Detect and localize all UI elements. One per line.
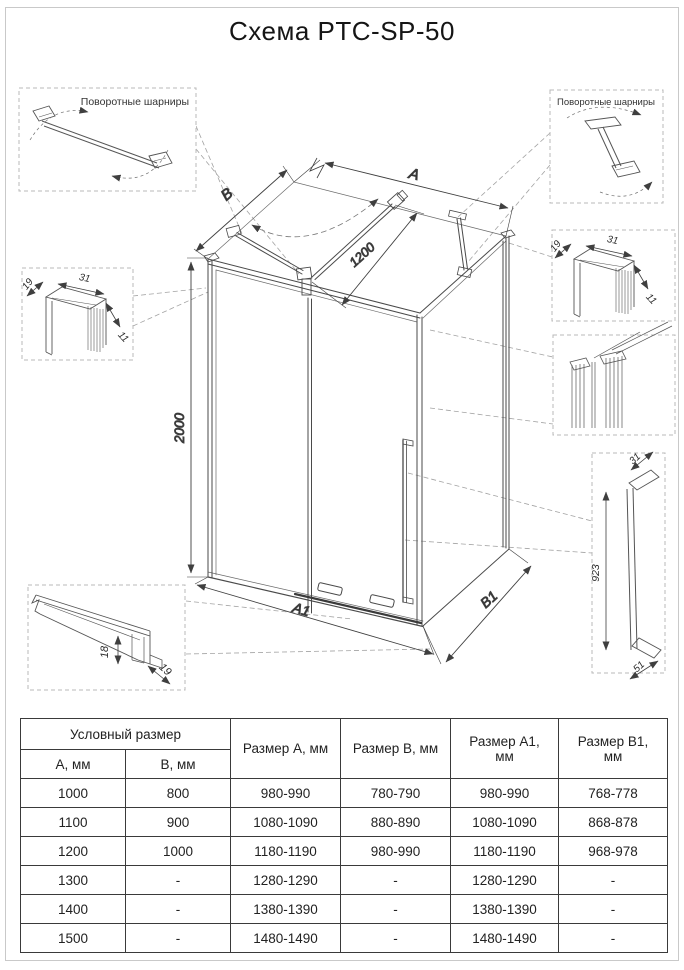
detail-bottom-rail	[28, 585, 185, 690]
dim-label-height: 2000	[172, 412, 187, 444]
table-cell: 1280-1290	[231, 866, 341, 895]
detail-label-pivot-hinges-right: Поворотные шарниры	[557, 97, 655, 108]
table-row	[21, 837, 668, 866]
wall-profile-left-edge	[204, 253, 219, 578]
page-title: Схема PTC-SP-50	[229, 16, 455, 46]
side-panel	[420, 230, 515, 626]
table-cell: 880-890	[341, 808, 451, 837]
table-cell: 1200	[21, 837, 126, 866]
table-cell: 768-778	[559, 779, 668, 808]
dim-label-handle-length: 923	[590, 564, 602, 582]
dim-a	[294, 158, 513, 236]
dim-label-handle-top: 31	[627, 451, 644, 467]
table-cell: 1500	[21, 924, 126, 953]
table-cell: -	[559, 866, 668, 895]
table-cell: 868-878	[559, 808, 668, 837]
table-cell: 1300	[21, 866, 126, 895]
bottom-rail	[208, 577, 423, 627]
table-cell: -	[126, 895, 231, 924]
table-cell: -	[341, 895, 451, 924]
dim-label-right-profile-width: 31	[605, 234, 620, 248]
table-cell: 980-990	[231, 779, 341, 808]
detail-wall-profile-right	[548, 230, 675, 321]
table-cell: 1380-1390	[231, 895, 341, 924]
dim-label-b1: B1	[476, 587, 501, 611]
table-row	[21, 895, 668, 924]
table-cell: 968-978	[559, 837, 668, 866]
table-row	[21, 808, 668, 837]
table-cell: -	[126, 866, 231, 895]
support-bar-right	[449, 210, 472, 277]
col-header-size-a: Размер А, мм	[231, 719, 341, 779]
table-row	[21, 779, 668, 808]
pivot-hinge-centre	[296, 267, 311, 295]
table-row	[21, 924, 668, 953]
dim-label-handle-bottom: 51	[631, 659, 648, 675]
door-handle	[403, 439, 413, 604]
table-cell: 1380-1390	[451, 895, 559, 924]
table-cell: 800	[126, 779, 231, 808]
panel-divider	[308, 298, 312, 613]
table-cell: 1080-1090	[451, 808, 559, 837]
swing-arc	[252, 199, 378, 237]
col-header-size-b1: Размер В1, мм	[559, 719, 668, 779]
col-header-nominal-b: В, мм	[126, 750, 231, 779]
table-cell: 980-990	[341, 837, 451, 866]
dim-b1	[423, 549, 531, 664]
dim-label-left-profile-depth: 19	[20, 276, 36, 293]
detail-pivot-hinges-left	[19, 88, 196, 191]
dim-label-left-profile-adjust: 11	[115, 329, 131, 345]
dim-b	[194, 166, 294, 259]
table-cell: 980-990	[451, 779, 559, 808]
table-cell: 900	[126, 808, 231, 837]
detail-pivot-hinges-right	[550, 90, 663, 203]
dim-label-rail-height: 18	[99, 645, 111, 659]
dim-label-a1: A1	[290, 599, 312, 620]
table-cell: -	[341, 924, 451, 953]
dim-label-rail-depth: 19	[156, 661, 174, 679]
col-header-size-a1: Размер А1, мм	[451, 719, 559, 779]
table-cell: 1100	[21, 808, 126, 837]
dim-label-a: A	[407, 165, 422, 185]
table-cell: -	[126, 924, 231, 953]
table-row	[21, 866, 668, 895]
col-header-nominal-a: А, мм	[21, 750, 126, 779]
table-cell: -	[559, 924, 668, 953]
dim-support-bar	[312, 205, 424, 308]
dim-label-right-profile-adjust: 11	[643, 291, 659, 307]
table-cell: 1480-1490	[231, 924, 341, 953]
table-cell: 780-790	[341, 779, 451, 808]
dim-label-b: B	[217, 184, 237, 205]
dim-label-left-profile-width: 31	[77, 272, 92, 286]
detail-label-pivot-hinges-left: Поворотные шарниры	[80, 96, 189, 108]
table-cell: 1280-1290	[451, 866, 559, 895]
table-cell: 1480-1490	[451, 924, 559, 953]
dim-a1	[195, 577, 434, 655]
detail-wall-profile-left	[20, 268, 133, 360]
detail-seal-junction	[553, 322, 675, 435]
table-cell: 1080-1090	[231, 808, 341, 837]
table-cell: 1000	[21, 779, 126, 808]
door-edge-profile	[417, 315, 422, 626]
size-table	[20, 718, 668, 953]
dim-label-right-profile-depth: 19	[548, 238, 564, 255]
table-cell: 1000	[126, 837, 231, 866]
dim-label-support-bar: 1200	[346, 239, 378, 270]
table-cell: 1180-1190	[451, 837, 559, 866]
main-dimensions	[172, 158, 531, 664]
col-header-size-b: Размер В, мм	[341, 719, 451, 779]
table-cell: 1400	[21, 895, 126, 924]
detail-handle	[590, 451, 665, 679]
table-cell: 1180-1190	[231, 837, 341, 866]
table-cell: -	[559, 895, 668, 924]
table-cell: -	[341, 866, 451, 895]
col-header-nominal-size: Условный размер	[21, 719, 231, 750]
